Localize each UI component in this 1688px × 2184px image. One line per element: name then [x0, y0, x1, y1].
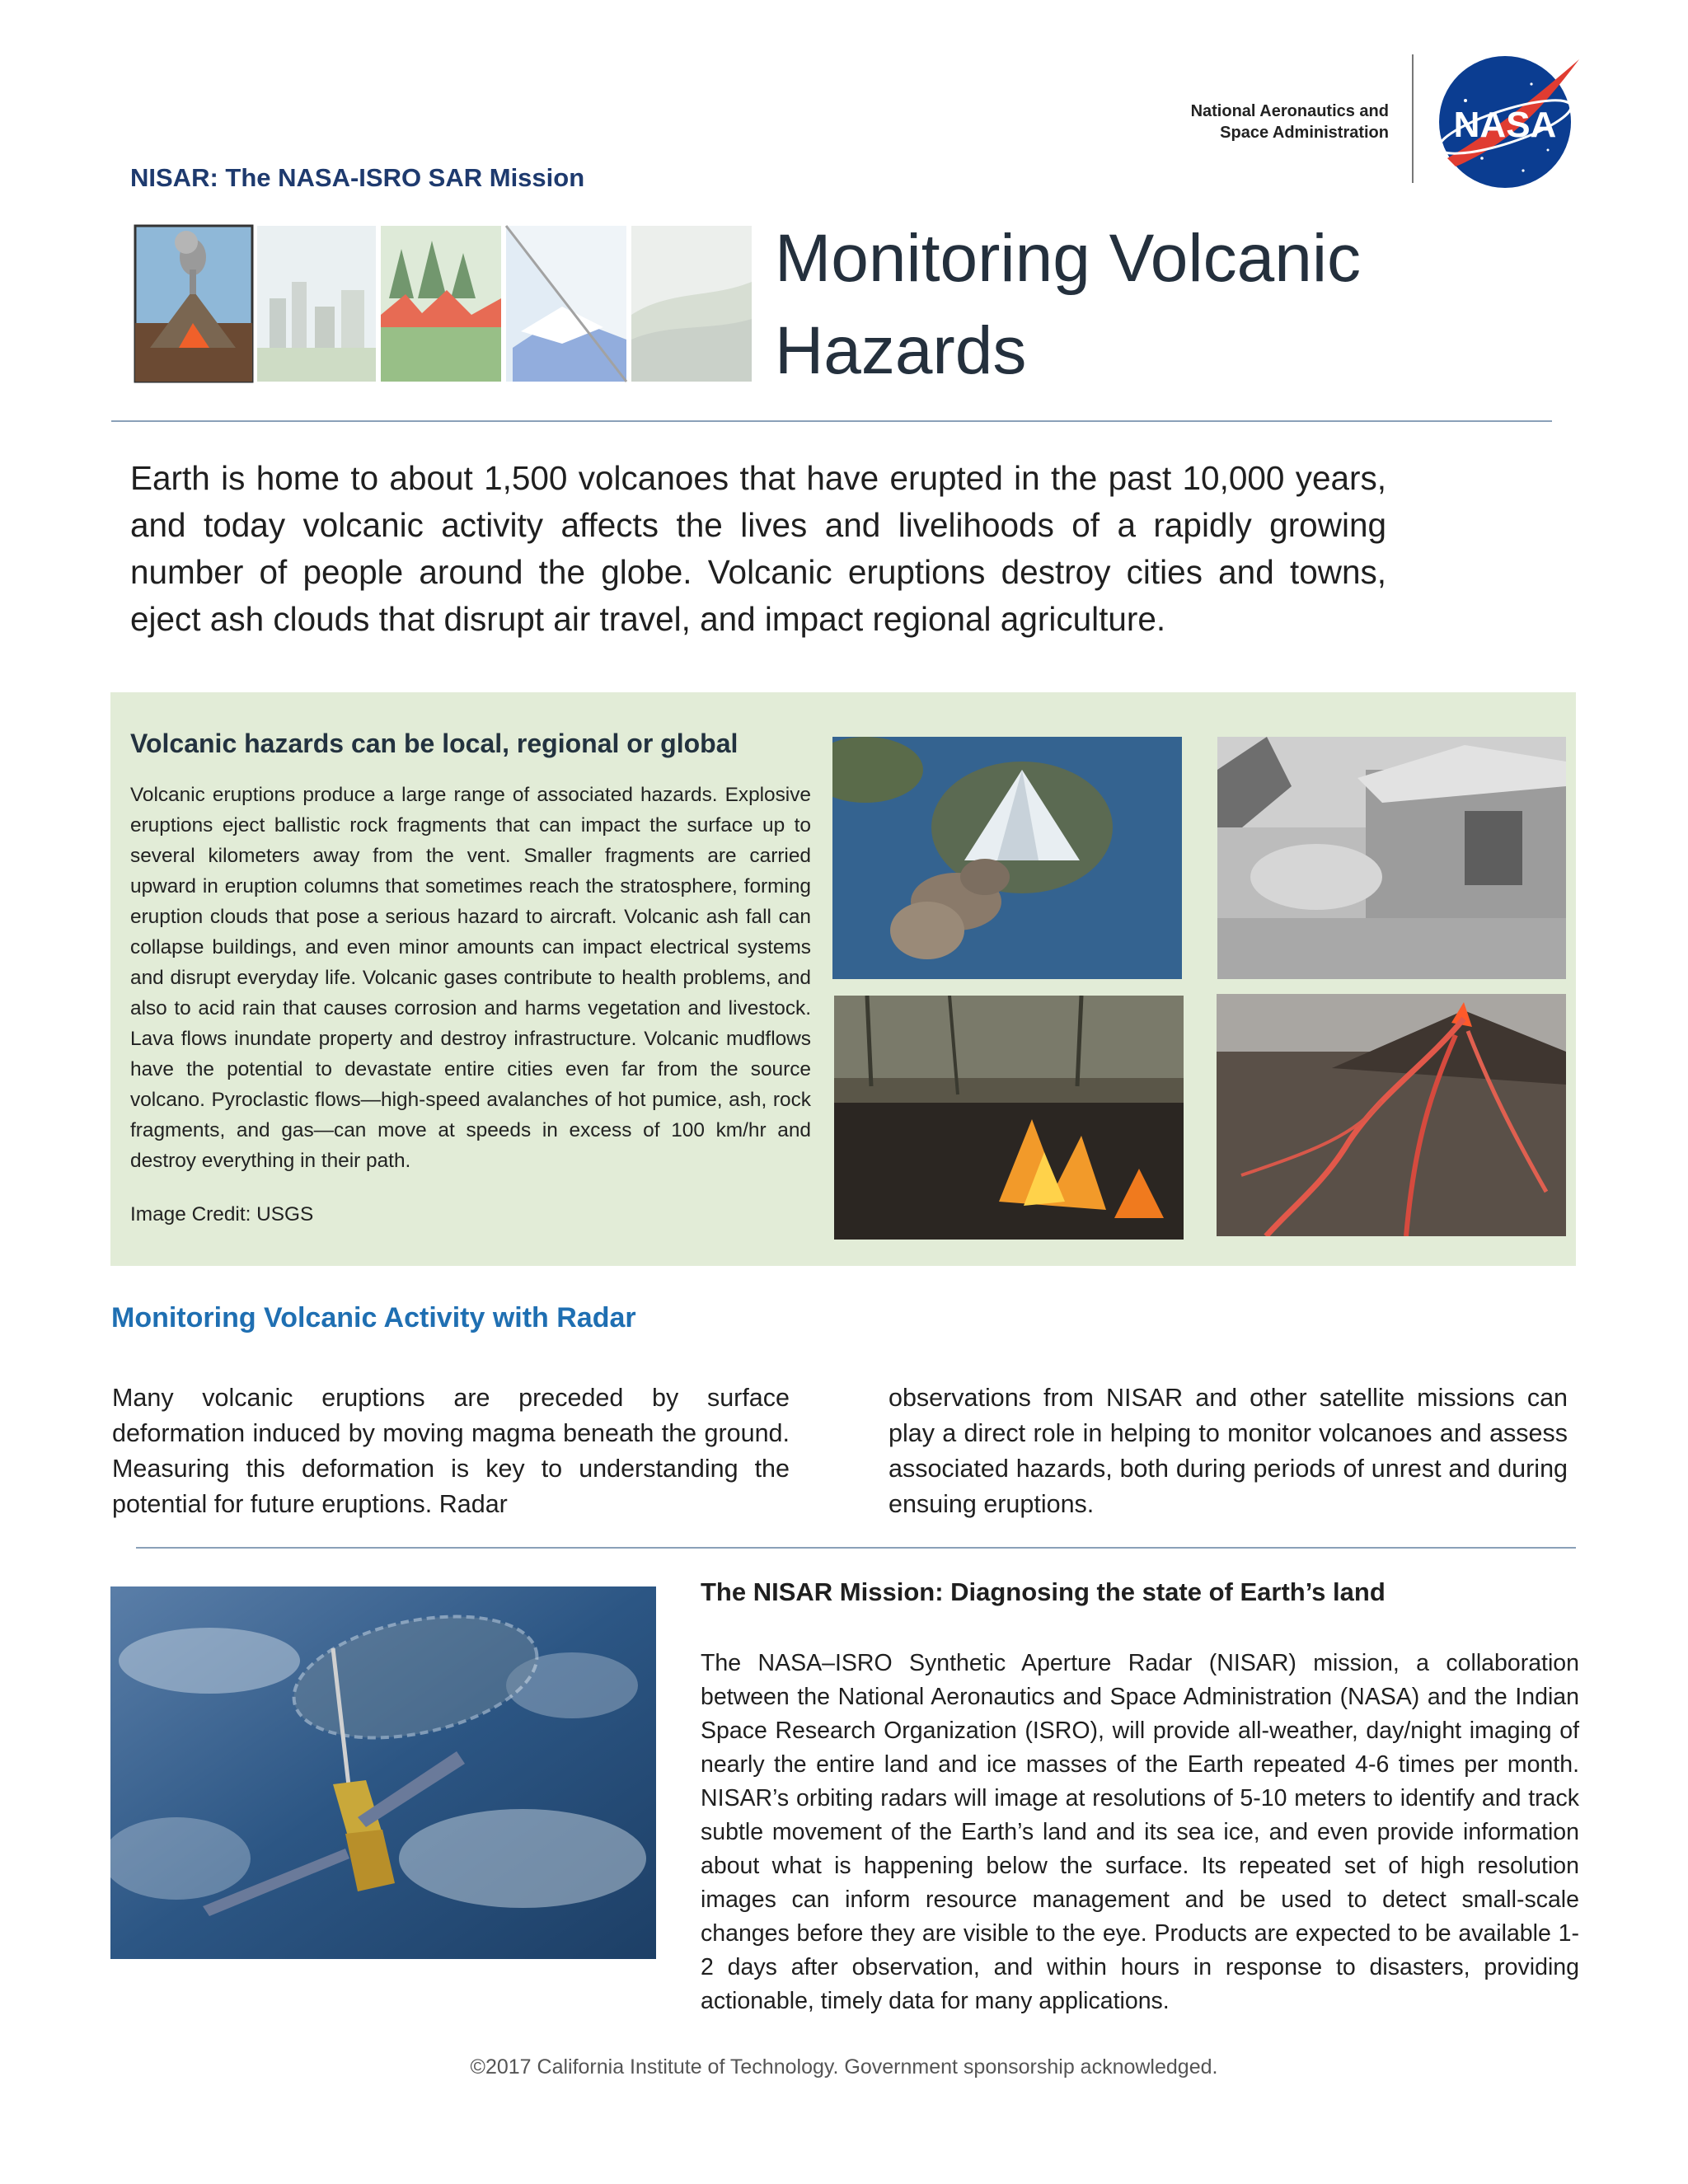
copyright-footer: ©2017 California Institute of Technology. Government sponsorship acknowledged.: [470, 2055, 1218, 2079]
image-credit: Image Credit: USGS: [130, 1203, 314, 1226]
intro-paragraph: Earth is home to about 1,500 volcanoes that have erupted in the past 10,000 years, and today volcanic activity affects the lives and livelihoods of a rapidly growing number of people around the globe. Volcanic eruptions destroy cities and towns, eject ash clouds that disrupt air travel, and impact regional agriculture.: [130, 459, 1386, 638]
title-divider: [111, 420, 1552, 422]
lava-fire-photo: [834, 996, 1184, 1240]
series-title: NISAR: The NASA-ISRO SAR Mission: [130, 163, 585, 192]
radar-section-heading: Monitoring Volcanic Activity with Radar: [111, 1302, 636, 1333]
hazard-thumbnails: [134, 224, 753, 383]
landslide-thumbnail: [631, 226, 752, 382]
mission-heading: The NISAR Mission: Diagnosing the state of Earth’s land: [701, 1577, 1386, 1606]
ice-thumbnail: [506, 226, 626, 382]
page-title-line-1: Monitoring Volcanic: [775, 221, 1362, 296]
agency-line-1: National Aeronautics and: [1190, 102, 1389, 120]
hazards-box-title: Volcanic hazards can be local, regional or global: [130, 729, 738, 758]
mission-text: The NASA–ISRO Synthetic Aperture Radar (NISAR) mission, a collaboration between the National Aeronautics and Space Administration (NASA) and the Indian Space Research Organization (ISRO), will provide all-weather, day/night imaging of nearly the entire land and ice masses of the Earth repeated 4-6 times per month. NISAR’s orbiting radars will image at resolutions of 5-10 meters to identify and track subtle movement of the Earth’s land and its sea ice, and even provide information about what is happening below the surface. Its repeated set of high resolution images can inform resource management and be used to detect small-scale changes before they are visible to the eye. Products are expected to be available 1-2 days after observation, and within hours in response to disasters, providing actionable, timely data for many applications.: [701, 1650, 1579, 2014]
radar-text-column-2: observations from NISAR and other satellite missions can play a direct role in helping to monitor volcanoes and assess associated hazards, both during periods of unrest and during ensuing eruptions.: [889, 1384, 1568, 1518]
wildfire-thumbnail: [381, 226, 501, 382]
agency-line-2: Space Administration: [1220, 124, 1389, 142]
radar-text-column-1: Many volcanic eruptions are preceded by surface deformation induced by moving magma beneath the ground. Measuring this deformation is key to understanding the potential for future eruptions. Radar: [112, 1384, 790, 1518]
page-title: [775, 213, 1434, 397]
header-divider: [1412, 54, 1414, 183]
lava-flows-photo: [1217, 994, 1566, 1236]
volcano-thumbnail: [135, 226, 252, 382]
page-title-line-2: Hazards: [775, 313, 1027, 388]
nasa-logo: [1432, 51, 1582, 190]
volcano-aerial-photo: [832, 737, 1182, 979]
hazards-box-text: Volcanic eruptions produce a large range of associated hazards. Explosive eruptions eject ballistic rock fragments that can impact the surface up to several kilometers away from the vent. Smaller fragments are carried upward in eruption columns that sometimes reach the stratosphere, forming eruption clouds that pose a serious hazard to aircraft. Volcanic ash fall can collapse buildings, and even minor amounts can impact electrical systems and disrupt everyday life. Volcanic gases contribute to health problems, and also to acid rain that causes corrosion and harms vegetation and livestock. Lava flows inundate property and destroy infrastructure. Volcanic mudflows have the potential to devastate entire cities even far from the source volcano. Pyroclastic flows—high-speed avalanches of hot pumice, ash, rock fragments, and gas—can move at speeds in excess of 100 km/hr and destroy everything in their path.: [130, 784, 811, 1172]
city-thumbnail: [257, 226, 376, 382]
nisar-satellite-image: [110, 1586, 656, 1959]
section-divider: [136, 1547, 1576, 1549]
ash-covered-houses-photo: [1217, 737, 1566, 979]
nasa-logo-text: NASA: [1453, 105, 1557, 145]
agency-name: [1137, 101, 1389, 143]
